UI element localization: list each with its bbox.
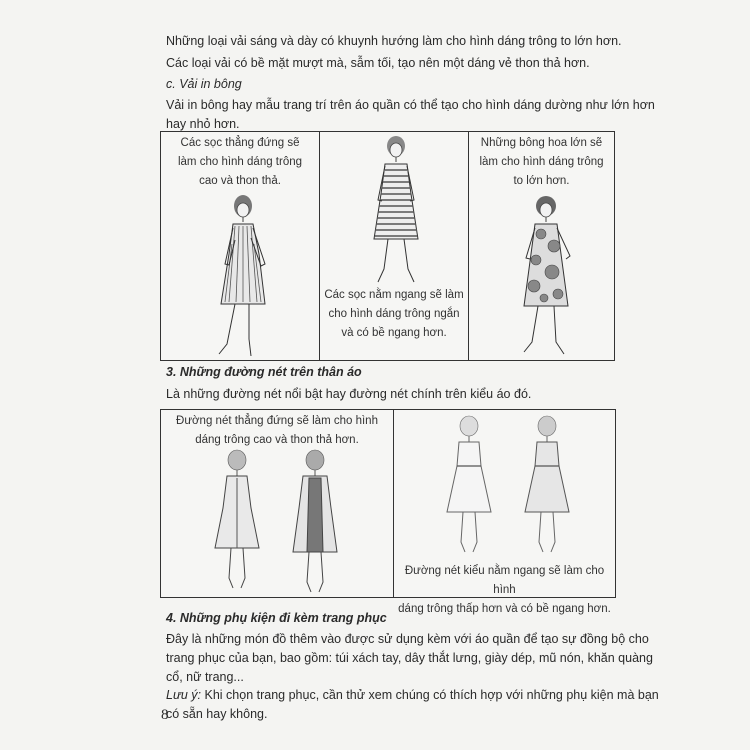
section-4-para-line-2: trang phục của bạn, bao gồm: túi xách tay, dây thắt lưng, giày dép, mũ nón, khăn quàng [166,651,653,665]
horizontal-stripe-dress-figure [348,134,443,289]
section-c-para-line-2: hay nhỏ hơn. [166,117,240,131]
panel-horizontal-lines [393,409,616,615]
panel-vertical-stripes [160,131,320,361]
panel1-caption: Các sọc thẳng đứng sẽ làm cho hình dáng trông cao và thon thả. [177,137,303,187]
note-label: Lưu ý: [166,688,202,702]
panel2-caption: Các sọc nằm ngang sẽ làm cho hình dáng trông ngắn và có bề ngang hơn. [324,289,464,339]
section-4-para-line-3: cổ, nữ trang... [166,670,244,684]
panel-horizontal-stripes [319,131,469,361]
panel5-caption: Đường nét kiểu nằm ngang sẽ làm cho hình dáng trông thấp hơn và có bề ngang hơn. [398,565,611,615]
page-number: 8 [161,707,169,723]
note-text: Khi chọn trang phục, cần thử xem chúng có thích hợp với những phụ kiện mà bạn [201,688,659,702]
section-c-heading: c. Vải in bông [166,77,242,91]
floral-dress-figure [494,194,594,359]
vertical-stripe-dress-figure [191,194,291,359]
panel4-caption: Đường nét thẳng đứng sẽ làm cho hình dáng trông cao và thon thả hơn. [176,415,378,446]
section-3-para: Là những đường nét nổi bật hay đường nét chính trên kiểu áo đó. [166,387,532,401]
section-3-heading: 3. Những đường nét trên thân áo [166,365,362,379]
note-line-2: có sẵn hay không. [166,707,268,721]
panel3-caption: Những bông hoa lớn sẽ làm cho hình dáng trông to lớn hơn. [479,137,604,187]
panel-large-flowers [468,131,615,361]
section-4-heading: 4. Những phụ kiện đi kèm trang phục [166,611,387,625]
section-c-para-line-1: Vải in bông hay mẫu trang trí trên áo quần có thể tạo cho hình dáng dường như lớn hơn [166,98,655,112]
vertical-line-dresses-figure [201,448,361,596]
note-line-1 [166,685,659,706]
horizontal-line-dresses-figure [429,412,589,562]
intro-line-2: Các loại vải có bề mặt mượt mà, sẫm tối, tạo nên một dáng vẻ thon thả hơn. [166,56,590,70]
section-4-para-line-1: Đây là những món đồ thêm vào được sử dụng kèm với áo quần để tạo sự đồng bộ cho [166,632,649,646]
panel-vertical-lines [160,409,394,598]
intro-line-1: Những loại vải sáng và dày có khuynh hướng làm cho hình dáng trông to lớn hơn. [166,34,622,48]
